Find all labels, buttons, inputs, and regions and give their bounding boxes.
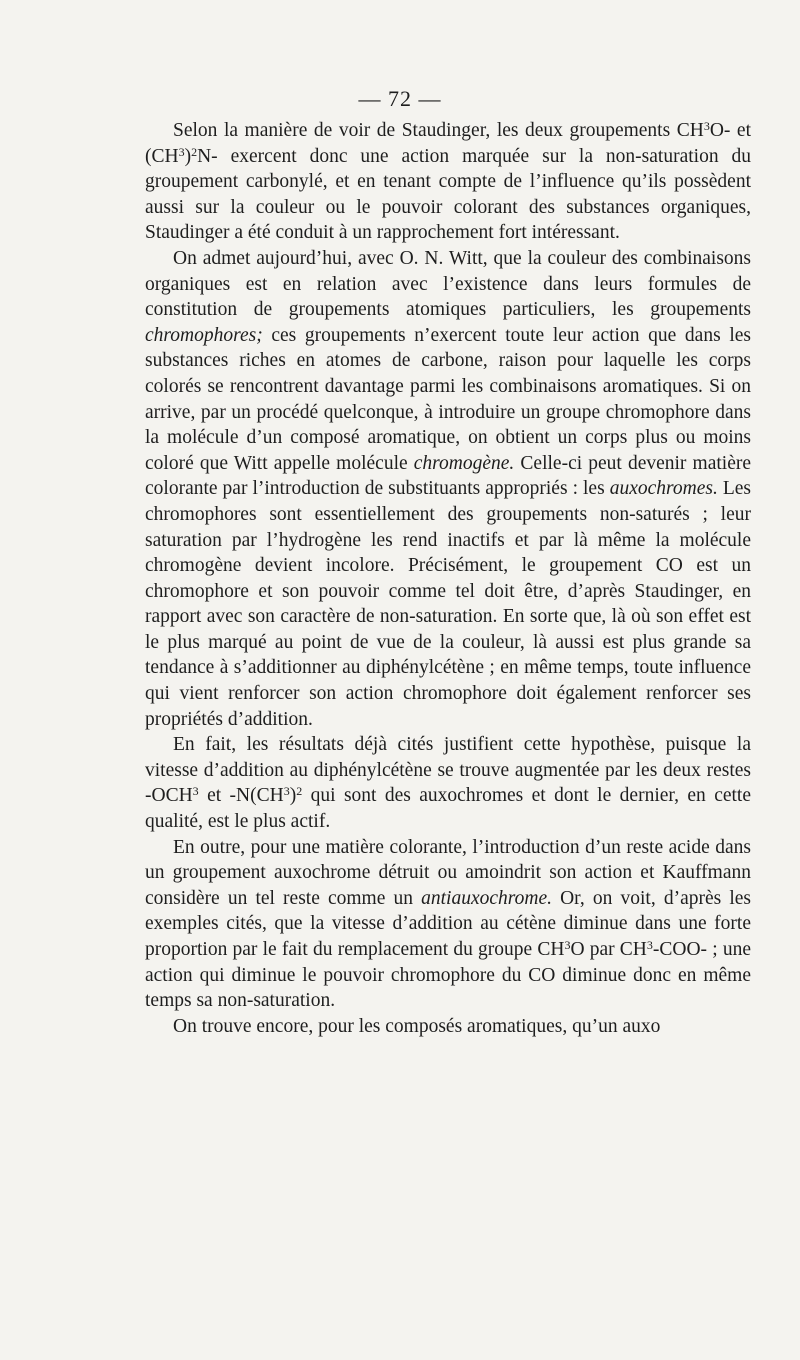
paragraph: [145, 835, 751, 1014]
text-run: Les chromophores sont essentiellement des groupements non-saturés ; leur saturation par l’hydrogène les rend inactifs et par là même la molécule chromogène devient incolore. Précisément, le groupement CO est un chromophore et son pouvoir comme tel doit être, d’après Staudinger, en rapport avec son caractère de non-saturation. En sorte que, là où son effet est le plus marqué au point de vue de la couleur, là aussi est plus grande sa tendance à s’additionner au diphénylcétène ; en même temps, toute influence qui vient renforcer son action chromophore doit également renforcer ses propriétés d’addition.: [145, 478, 751, 730]
text-run: On trouve encore, pour les composés aromatiques, qu’un auxo: [173, 1015, 661, 1037]
superscript: 3: [283, 784, 290, 799]
superscript: 3: [192, 784, 199, 799]
text-run: et -N(CH: [198, 785, 284, 807]
italic-term: auxochromes.: [609, 478, 718, 500]
body-text: [145, 118, 751, 1039]
superscript: 3: [564, 938, 571, 952]
text-run: qui sont des auxochromes et dont le dernier, en cette qualité, est le plus actif.: [145, 785, 751, 833]
page-number: — 72 —: [358, 86, 442, 111]
text-run: ): [289, 785, 297, 807]
text-run: O- et (CH: [145, 120, 751, 167]
superscript: 2: [191, 144, 198, 159]
superscript: 3: [646, 938, 653, 952]
text-run: Selon la manière de voir de Staudinger, les deux groupements CH: [173, 120, 704, 141]
text-run: ces groupements n’exercent toute leur action que dans les substances riches en atomes de carbone, raison pour laquelle les corps colorés se rencontrent davantage parmi les combinaisons aromatiques. Si on arrive, par un procédé quelconque, à introduire un groupe chromophore dans la molécule d’un composé aromatique, on obtient un corps plus ou moins coloré que Witt appelle molécule: [145, 324, 751, 474]
superscript: 2: [296, 784, 303, 799]
text-run: N- exercent donc une action marquée sur la non-saturation du groupement carbonylé, et en tenant compte de l’influence qu’ils possèdent aussi sur la couleur ou le pouvoir colorant des substances organiques, Staudinger a été conduit à un rapprochement fort intéressant.: [145, 145, 751, 244]
superscript: 3: [703, 119, 710, 133]
superscript: 3: [178, 144, 185, 159]
italic-term: antiauxochrome.: [421, 887, 552, 909]
italic-term: chromogène.: [413, 452, 515, 474]
text-run: Celle-ci peut devenir matière colorante par l’introduction de substituants appropriés : les: [145, 452, 752, 500]
text-run: O par CH: [570, 939, 647, 960]
text-run: ): [184, 145, 192, 167]
paragraph: [145, 118, 751, 246]
text-run: En fait, les résultats déjà cités justifient cette hypothèse, puisque la vitesse d’addition au diphénylcétène se trouve augmentée par les deux restes -OCH: [145, 734, 751, 807]
paragraph: [145, 246, 751, 732]
paragraph: [145, 732, 751, 834]
text-run: -COO- ; une action qui diminue le pouvoir chromophore du CO diminue donc en même temps sa non-saturation.: [145, 939, 751, 1012]
text-run: Or, on voit, d’après les exemples cités, que la vitesse d’addition au cétène diminue dans une forte proportion par le fait du remplacement du groupe CH: [145, 887, 751, 960]
text-run: On admet aujourd’hui, avec O. N. Witt, que la couleur des combinaisons organiques est en relation avec l’existence dans leurs formules de constitution de groupements atomiques particuliers, les groupements: [145, 247, 751, 321]
text-run: En outre, pour une matière colorante, l’introduction d’un reste acide dans un groupement auxochrome détruit ou amoindrit son action et Kauffmann considère un tel reste comme un: [145, 836, 751, 909]
paragraph: [145, 1014, 751, 1040]
italic-term: chromophores;: [145, 324, 263, 346]
